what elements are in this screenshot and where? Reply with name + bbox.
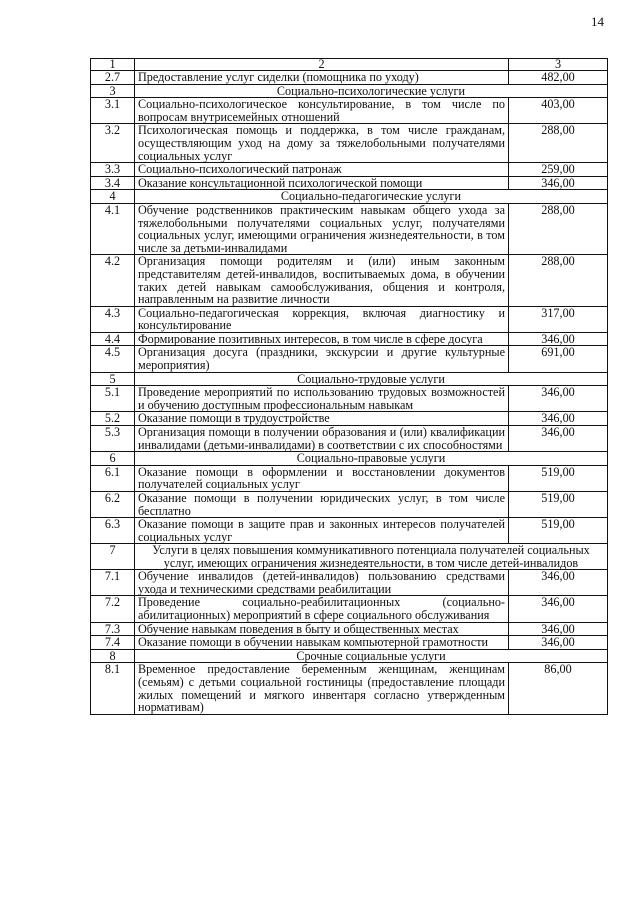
service-name: Обучение навыкам поведения в быту и общественных местах [135, 622, 509, 636]
service-name: Проведение мероприятий по использованию трудовых возможностей и обучению доступным профессиональным навыкам [135, 386, 509, 412]
section-title: Социально-педагогические услуги [135, 190, 608, 204]
service-name: Социально-педагогическая коррекция, включая диагностику и консультирование [135, 306, 509, 332]
service-name: Обучение родственников практическим навыкам общего ухода за тяжелобольными получателями социальных услуг, получателями социальных услуг, имеющими ограничения жизнедеятельности, в том числе за детьми-инвалидами [135, 203, 509, 254]
section-title: Социально-правовые услуги [135, 452, 608, 466]
service-name: Организация помощи в получении образования и (или) квалификации инвалидами (детьми-инвалидами) в соответствии с их способностями [135, 426, 509, 452]
row-number: 3.1 [91, 98, 135, 124]
service-name: Психологическая помощь и поддержка, в том числе гражданам, осуществляющим уход на дому за тяжелобольными получателями социальных услуг [135, 124, 509, 163]
service-price: 288,00 [509, 124, 608, 163]
service-row [91, 332, 608, 346]
service-price: 346,00 [509, 426, 608, 452]
service-row [91, 412, 608, 426]
service-name: Оказание консультационной психологической помощи [135, 176, 509, 190]
service-row [91, 492, 608, 518]
row-number: 7.3 [91, 622, 135, 636]
row-number: 5 [91, 372, 135, 386]
service-name: Временное предоставление беременным женщинам, женщинам (семьям) с детьми социальной гостиницы (предоставление площади жилых помещений и мягкого инвентаря согласно утвержденным нормативам) [135, 663, 509, 714]
service-price: 259,00 [509, 163, 608, 177]
section-title: Срочные социальные услуги [135, 649, 608, 663]
service-row [91, 203, 608, 254]
section-title: Социально-психологические услуги [135, 84, 608, 98]
row-number: 4.3 [91, 306, 135, 332]
row-number: 7 [91, 544, 135, 570]
row-number: 6.3 [91, 518, 135, 544]
row-number: 6.2 [91, 492, 135, 518]
service-row [91, 386, 608, 412]
service-row [91, 255, 608, 306]
service-row [91, 636, 608, 650]
row-number: 4 [91, 190, 135, 204]
row-number: 5.3 [91, 426, 135, 452]
services-table [90, 58, 608, 715]
service-name: Обучение инвалидов (детей-инвалидов) пользованию средствами ухода и техническими средствами реабилитации [135, 570, 509, 596]
row-number: 4.1 [91, 203, 135, 254]
row-number: 6.1 [91, 465, 135, 491]
row-number: 4.5 [91, 346, 135, 372]
service-price: 691,00 [509, 346, 608, 372]
service-price: 346,00 [509, 386, 608, 412]
row-number: 7.1 [91, 570, 135, 596]
row-number: 3 [91, 84, 135, 98]
table-body [91, 59, 608, 715]
service-row [91, 176, 608, 190]
service-price: 346,00 [509, 332, 608, 346]
service-name: Предоставление услуг сиделки (помощника по уходу) [135, 71, 509, 85]
service-row [91, 426, 608, 452]
service-price: 346,00 [509, 596, 608, 622]
row-number: 7.4 [91, 636, 135, 650]
page-number: 14 [591, 14, 604, 29]
service-price: 86,00 [509, 663, 608, 714]
service-price: 519,00 [509, 518, 608, 544]
service-row [91, 622, 608, 636]
section-header-row [91, 190, 608, 204]
service-price: 346,00 [509, 570, 608, 596]
service-price: 403,00 [509, 98, 608, 124]
service-name: Социально-психологический патронаж [135, 163, 509, 177]
service-name: Оказание помощи в защите прав и законных интересов получателей социальных услуг [135, 518, 509, 544]
service-price: 288,00 [509, 203, 608, 254]
row-number: 8.1 [91, 663, 135, 714]
header-col-1: 1 [91, 59, 135, 71]
service-row [91, 570, 608, 596]
row-number: 5.2 [91, 412, 135, 426]
service-row [91, 163, 608, 177]
row-number: 5.1 [91, 386, 135, 412]
service-row [91, 596, 608, 622]
service-row [91, 124, 608, 163]
service-price: 346,00 [509, 412, 608, 426]
service-price: 346,00 [509, 622, 608, 636]
row-number: 4.4 [91, 332, 135, 346]
section-header-row [91, 84, 608, 98]
row-number: 2.7 [91, 71, 135, 85]
service-row [91, 465, 608, 491]
service-row [91, 306, 608, 332]
service-row [91, 98, 608, 124]
table-header-row [91, 59, 608, 71]
service-row [91, 663, 608, 714]
service-name: Организация досуга (праздники, экскурсии и другие культурные мероприятия) [135, 346, 509, 372]
service-price: 519,00 [509, 465, 608, 491]
section-header-row [91, 372, 608, 386]
service-name: Оказание помощи в обучении навыкам компьютерной грамотности [135, 636, 509, 650]
section-header-row [91, 452, 608, 466]
row-number: 6 [91, 452, 135, 466]
service-row [91, 71, 608, 85]
row-number: 8 [91, 649, 135, 663]
row-number: 7.2 [91, 596, 135, 622]
service-price: 346,00 [509, 636, 608, 650]
header-col-3: 3 [509, 59, 608, 71]
header-col-2: 2 [135, 59, 509, 71]
service-name: Организация помощи родителям и (или) иным законным представителям детей-инвалидов, воспитываемых дома, в обучении таких детей навыкам самообслуживания, общения и контроля, направленным на развитие личности [135, 255, 509, 306]
service-price: 288,00 [509, 255, 608, 306]
section-title: Социально-трудовые услуги [135, 372, 608, 386]
row-number: 4.2 [91, 255, 135, 306]
service-row [91, 518, 608, 544]
section-title: Услуги в целях повышения коммуникативного потенциала получателей социальных услуг, имеющих ограничения жизнедеятельности, в том числе детей-инвалидов [135, 544, 608, 570]
service-row [91, 346, 608, 372]
service-name: Оказание помощи в получении юридических услуг, в том числе бесплатно [135, 492, 509, 518]
service-name: Оказание помощи в трудоустройстве [135, 412, 509, 426]
service-price: 346,00 [509, 176, 608, 190]
service-price: 519,00 [509, 492, 608, 518]
row-number: 3.2 [91, 124, 135, 163]
section-header-row [91, 544, 608, 570]
service-name: Социально-психологическое консультирование, в том числе по вопросам внутрисемейных отношений [135, 98, 509, 124]
section-header-row [91, 649, 608, 663]
service-name: Формирование позитивных интересов, в том числе в сфере досуга [135, 332, 509, 346]
service-price: 317,00 [509, 306, 608, 332]
service-name: Оказание помощи в оформлении и восстановлении документов получателей социальных услуг [135, 465, 509, 491]
service-name: Проведение социально-реабилитационных (социально-абилитационных) мероприятий в сфере социального обслуживания [135, 596, 509, 622]
row-number: 3.3 [91, 163, 135, 177]
row-number: 3.4 [91, 176, 135, 190]
service-price: 482,00 [509, 71, 608, 85]
